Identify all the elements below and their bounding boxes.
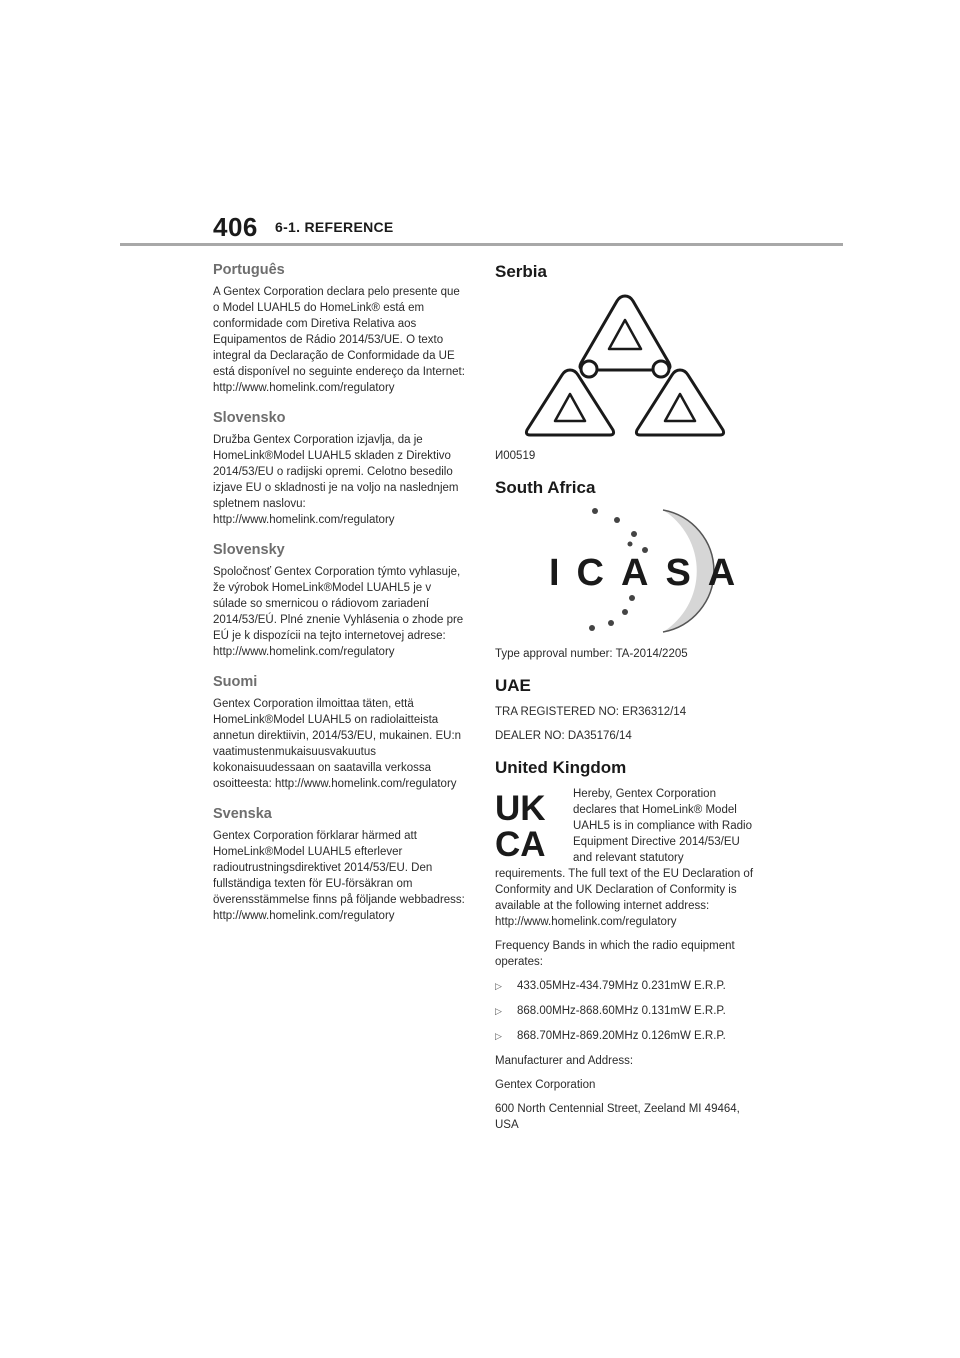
uk-block	[495, 786, 757, 1133]
chapter-title: 6-1. REFERENCE	[275, 219, 394, 235]
text-svenska: Gentex Corporation förklarar härmed att HomeLink®Model LUAHL5 efterlever radioutrustningsdirektivet 2014/53/EU. Den fullständiga texten för EU-försäkran om överensstämmelse finns på följande webbadress: http://www.homelink.com/regulatory	[213, 830, 465, 922]
bands-list	[495, 978, 757, 1044]
bands-intro: Frequency Bands in which the radio equipment operates:	[495, 940, 735, 968]
ukca-logo-text: UK	[495, 789, 546, 828]
uk-declaration: Hereby, Gentex Corporation declares that HomeLink® Model UAHL5 is in compliance with Radio Equipment Directive 2014/53/EU and relevant statutory requirements. The full text of the EU Declaration of Conformity and UK Declaration of Conformity is available at the following internet address: http://www.homelink.com/regulatory	[495, 788, 754, 928]
list-item: ▷ 433.05MHz-434.79MHz 0.231mW E.R.P.	[495, 980, 726, 992]
list-item: ▷ 868.70MHz-869.20MHz 0.126mW E.R.P.	[495, 1030, 726, 1042]
uae-dealer: DEALER NO: DA35176/14	[495, 730, 632, 742]
icasa-logo	[545, 506, 753, 636]
text-suomi: Gentex Corporation ilmoittaa täten, että HomeLink®Model LUAHL5 on radiolaitteista annetun direktiivin, 2014/53/EU, mukainen. EU:n vaatimustenmukaisuusvakuutus kokonaisuudessaan on saatavilla verkossa osoitteesta: http://www.homelink.com/regulatory	[213, 698, 462, 790]
header-rule	[120, 243, 843, 246]
heading-portugues: Português	[213, 262, 285, 278]
heading-serbia: Serbia	[495, 262, 547, 281]
serbia-code: И00519	[495, 450, 536, 462]
icasa-logo-text: ICASA	[549, 552, 753, 594]
heading-slovensky: Slovensky	[213, 542, 285, 558]
manufacturer-address: 600 North Centennial Street, Zeeland MI 49464, USA	[495, 1103, 740, 1131]
svg-text:CA: CA	[495, 825, 546, 864]
triangle-right-icon: ▷	[495, 1006, 502, 1016]
triangle-right-icon: ▷	[495, 981, 502, 991]
serbia-conformity-logo	[525, 290, 725, 440]
uae-reg: TRA REGISTERED NO: ER36312/14	[495, 706, 687, 718]
heading-svenska: Svenska	[213, 806, 272, 822]
type-approval: Type approval number: TA-2014/2205	[495, 648, 688, 660]
triangle-right-icon: ▷	[495, 1031, 502, 1041]
heading-slovensko: Slovensko	[213, 410, 286, 426]
list-item: ▷ 868.00MHz-868.60MHz 0.131mW E.R.P.	[495, 1005, 726, 1017]
manufacturer-name: Gentex Corporation	[495, 1079, 596, 1091]
manufacturer-label: Manufacturer and Address:	[495, 1055, 634, 1067]
heading-suomi: Suomi	[213, 674, 258, 690]
heading-uk: United Kingdom	[495, 758, 627, 777]
page-number: 406	[213, 212, 258, 242]
text-portugues: A Gentex Corporation declara pelo presente que o Model LUAHL5 do HomeLink® está em conformidade com Diretiva Relativa aos Equipamentos de Rádio 2014/53/UE. O texto integral da Declaração de Conformidade da UE está disponível no seguinte endereço da Internet: http://www.homelink.com/regulatory	[213, 286, 465, 394]
right-column	[495, 262, 757, 1147]
ukca-logo	[495, 789, 559, 864]
text-slovensko: Družba Gentex Corporation izjavlja, da je HomeLink®Model LUAHL5 skladen z Direktivo 2014/53/EU o radijski opremi. Celotno besedilo izjave EU o skladnosti je na voljo na naslednjem spletnem naslovu: http://www.homelink.com/regulatory	[213, 434, 459, 526]
page-header	[213, 212, 843, 252]
text-slovensky: Spoločnosť Gentex Corporation týmto vyhlasuje, že výrobok HomeLink®Model LUAHL5 je v súlade so smernicou o rádiovom zariadení 2014/53/EÚ. Plné znenie Vyhlásenia o zhode pre EÚ je k dispozícii na tejto internetovej adrese: http://www.homelink.com/regulatory	[213, 566, 464, 658]
left-column	[213, 262, 468, 938]
heading-uae: UAE	[495, 676, 531, 695]
heading-south-africa: South Africa	[495, 478, 596, 497]
